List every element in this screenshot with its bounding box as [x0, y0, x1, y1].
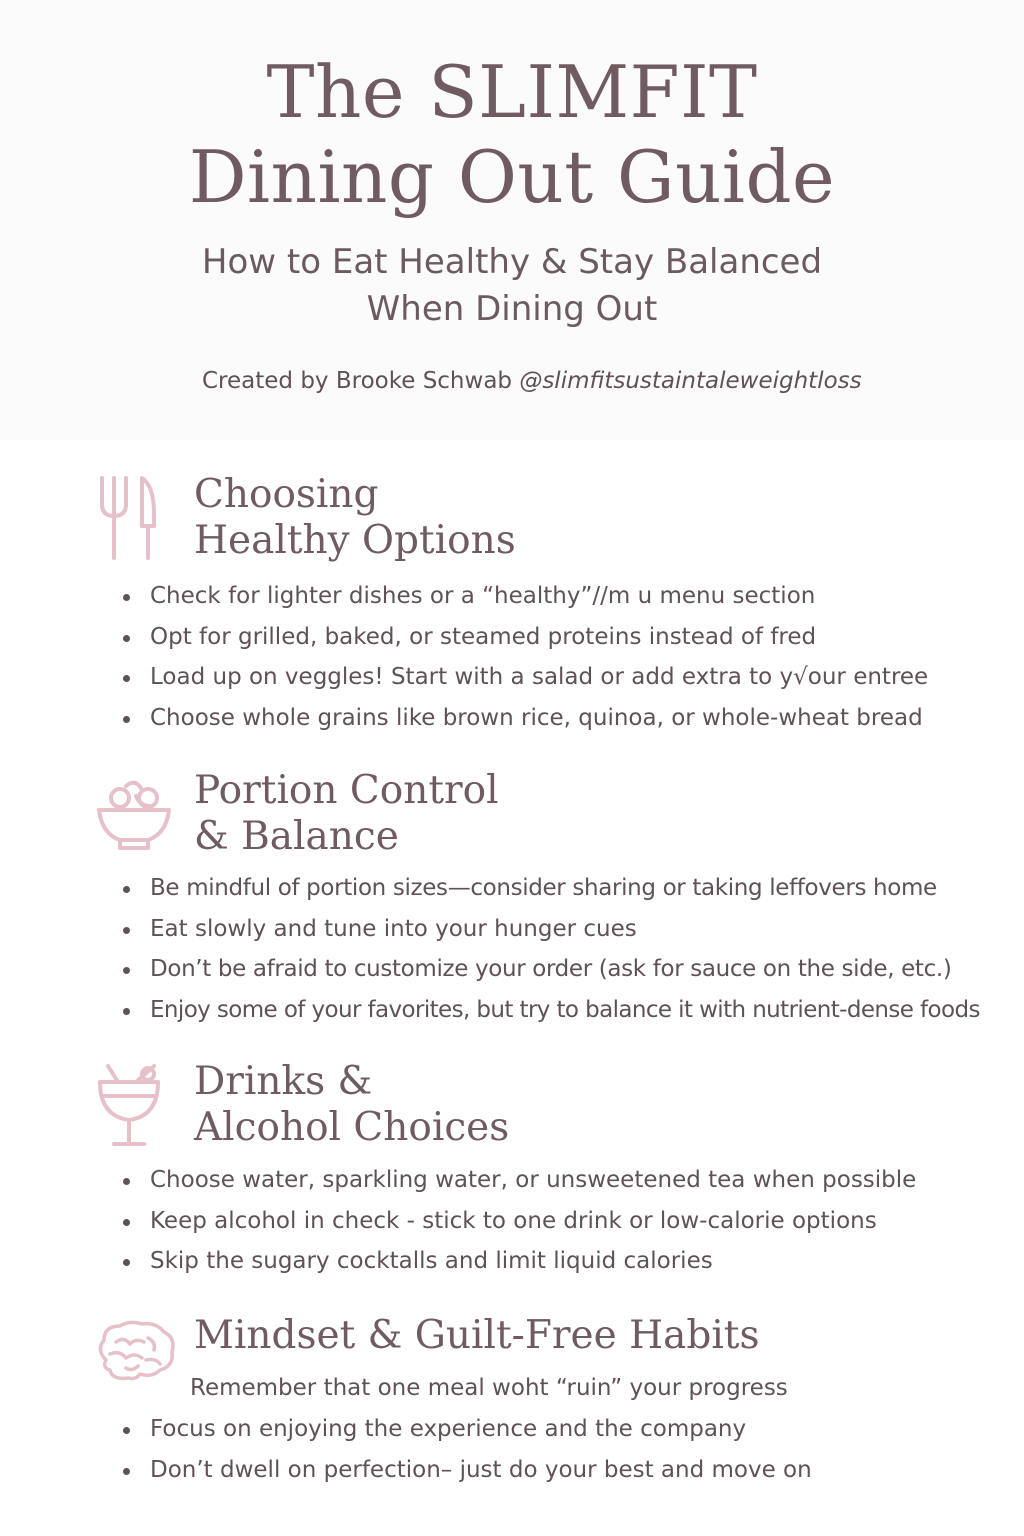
list-item: Focus on enjoying the experience and the company: [150, 1409, 1010, 1450]
list-item: Choose water, sparkling water, or unsweetened tea when possible: [150, 1160, 1010, 1201]
mindset-intro: Remember that one meal woht “ruin” your progress: [190, 1375, 788, 1401]
section-title-line-1: Drinks &: [194, 1059, 373, 1104]
list-item: Enjoy some of your favorites, but try to balance it with nutrient-dense foods: [150, 990, 1010, 1031]
section-title: [194, 768, 499, 860]
list-item: Check for lighter dishes or a “healthy”//m u menu section: [150, 576, 1010, 617]
section-title: [194, 1059, 509, 1151]
list-item: Opt for grilled, baked, or steamed proteins instead of fred: [150, 617, 1010, 658]
title-line-2: Dining Out Guide: [188, 135, 836, 219]
list-item: Be mindful of portion sizes—consider sharing or taking leffovers home: [150, 868, 1010, 909]
section-title-line-2: & Balance: [194, 814, 399, 859]
section-title: [194, 1313, 759, 1359]
subtitle-line-2: When Dining Out: [366, 289, 658, 329]
subtitle-line-1: How to Eat Healthy & Stay Balanced: [201, 242, 823, 282]
salad-bowl-icon: [96, 776, 172, 854]
byline: [202, 366, 862, 396]
list-item: Choose whole grains like brown rice, quinoa, or whole-wheat bread: [150, 698, 1010, 739]
bullet-list: [150, 1409, 1010, 1490]
fork-knife-icon: [96, 474, 160, 564]
section-title-line-1: Choosing: [194, 472, 379, 517]
list-item: Load up on veggles! Start with a salad or add extra to y√our entree: [150, 657, 1010, 698]
bullet-list: [150, 1160, 1010, 1282]
bullet-list: [150, 576, 1010, 738]
section-title-line-2: Alcohol Choices: [194, 1105, 510, 1150]
list-item: Don’t be afraid to customize your order (ask for sauce on the side, etc.): [150, 949, 1010, 990]
title-line-1: The SLIMFIT: [266, 50, 758, 134]
section-title-line-2: Healthy Options: [194, 518, 516, 563]
brain-icon: [96, 1320, 176, 1382]
bullet-list: [150, 868, 1010, 1030]
section-title-line-1: Portion Control: [194, 768, 499, 813]
list-item: Keep alcohol in check - stick to one drink or low-calorie options: [150, 1201, 1010, 1242]
list-item: Eat slowly and tune into your hunger cues: [150, 909, 1010, 950]
list-item: Don’t dwell on perfection– just do your best and move on: [150, 1450, 1010, 1491]
section-title: [194, 472, 516, 564]
list-item: Skip the sugary cocktalls and limit liquid calories: [150, 1241, 1010, 1282]
cocktail-glass-icon: [96, 1062, 166, 1148]
section-title-line-1: Mindset & Guilt-Free Habits: [194, 1313, 760, 1358]
byline-author: Created by Brooke Schwab: [202, 368, 520, 394]
byline-handle: @slimfitsustaintaleweightloss: [519, 368, 862, 394]
